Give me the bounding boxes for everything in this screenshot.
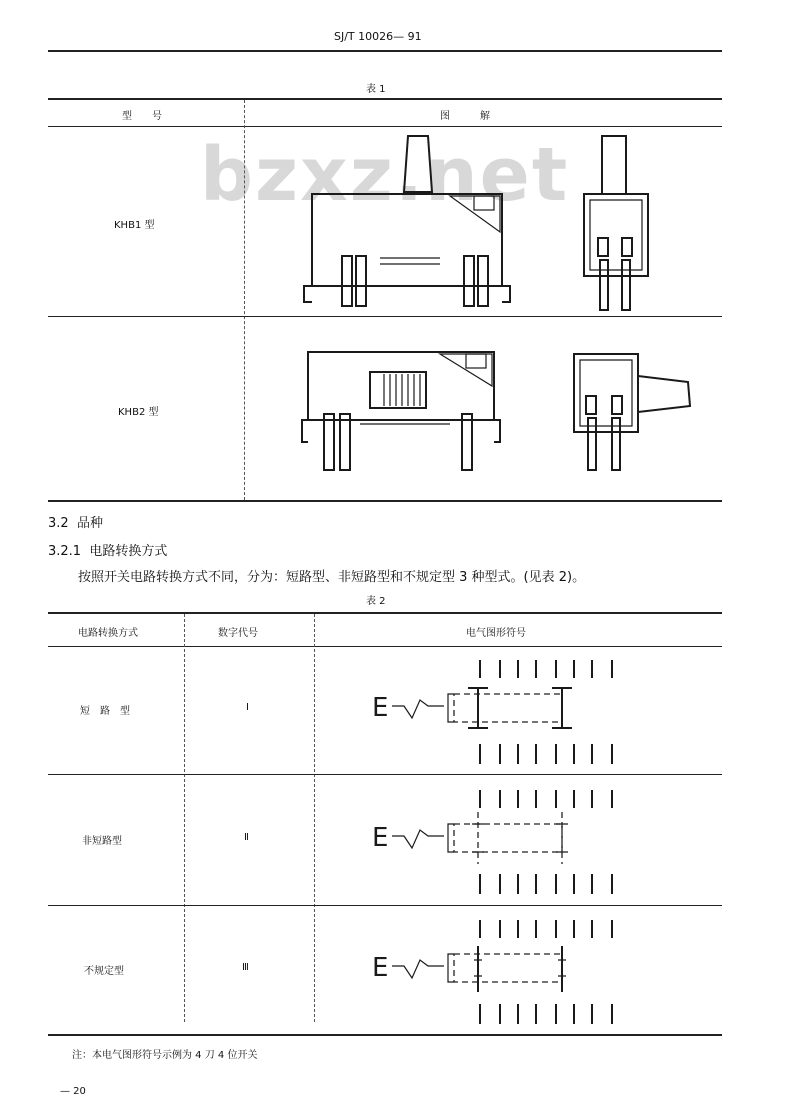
table1-row-rule	[48, 316, 722, 317]
dashed-link-box	[454, 954, 562, 982]
table1-top-rule	[48, 98, 722, 100]
actuator-line	[392, 960, 444, 978]
table2-row2-mode: 非短路型	[82, 836, 122, 847]
table2-row2-code: Ⅱ	[244, 832, 249, 843]
table2-row1-code: Ⅰ	[246, 702, 249, 713]
table1-caption: 表 1	[366, 84, 386, 95]
table1-row2-model: KHB2 型	[118, 407, 159, 418]
dashed-link-box	[454, 824, 562, 852]
actuator-line	[392, 830, 444, 848]
section-3-2-1	[48, 540, 167, 559]
table2-caption: 表 2	[366, 596, 386, 607]
standard-code: SJ/T 10026— 91	[334, 30, 422, 43]
bracket-left	[448, 824, 454, 852]
khb1-side-drawing	[578, 134, 658, 314]
symbol-short-circuit	[370, 652, 670, 768]
table1-column-divider	[244, 100, 245, 500]
table2-top-rule	[48, 612, 722, 614]
header-rule	[48, 50, 722, 52]
table2-header-mode: 电路转换方式	[78, 628, 138, 639]
bracket-left	[448, 954, 454, 982]
table2-row-rule-2	[48, 905, 722, 906]
table2-header-rule	[48, 646, 722, 647]
table2-row-rule-1	[48, 774, 722, 775]
table2-row3-code: Ⅲ	[242, 962, 249, 973]
table1-header-rule	[48, 126, 722, 127]
symbol-e-label: E	[372, 823, 389, 853]
table2-header-symbol: 电气图形符号	[466, 628, 526, 639]
section-3-2	[48, 512, 103, 531]
section-3-2-1-number: 3.2.1	[48, 544, 82, 559]
symbol-e-label: E	[372, 693, 389, 723]
actuator-line	[392, 700, 444, 718]
symbol-non-short-circuit	[370, 782, 670, 898]
table2-note: 注：本电气图形符号示例为 4 刀 4 位开关	[72, 1050, 258, 1061]
table1-header-figure: 图 解	[440, 111, 490, 122]
khb2-front-drawing	[300, 346, 520, 476]
watermark: bzxz.net	[200, 132, 570, 218]
table2-bottom-rule	[48, 1034, 722, 1036]
symbol-unspecified	[370, 912, 670, 1028]
section-3-2-1-title: 电路转换方式	[89, 544, 168, 559]
symbol-e-label: E	[372, 953, 389, 983]
table2-header-code: 数字代号	[218, 628, 258, 639]
dashed-link-box	[454, 694, 562, 722]
table2-row1-mode: 短 路 型	[80, 706, 130, 717]
section-3-2-title: 品种	[76, 516, 103, 531]
section-paragraph: 按照开关电路转换方式不同，分为：短路型、非短路型和不规定型 3 种型式。(见表 2)。	[78, 570, 586, 585]
khb1-front-drawing	[300, 134, 520, 314]
table1-header-model: 型 号	[122, 111, 162, 122]
table2-divider-2	[314, 614, 315, 1022]
khb2-side-drawing	[568, 350, 698, 476]
table2-divider-1	[184, 614, 185, 1022]
table2-row3-mode: 不规定型	[84, 966, 124, 977]
bracket-left	[448, 694, 454, 722]
page-number: — 20	[60, 1086, 86, 1097]
section-3-2-number: 3.2	[48, 516, 69, 531]
table1-row1-model: KHB1 型	[114, 220, 155, 231]
table1-bottom-rule	[48, 500, 722, 502]
